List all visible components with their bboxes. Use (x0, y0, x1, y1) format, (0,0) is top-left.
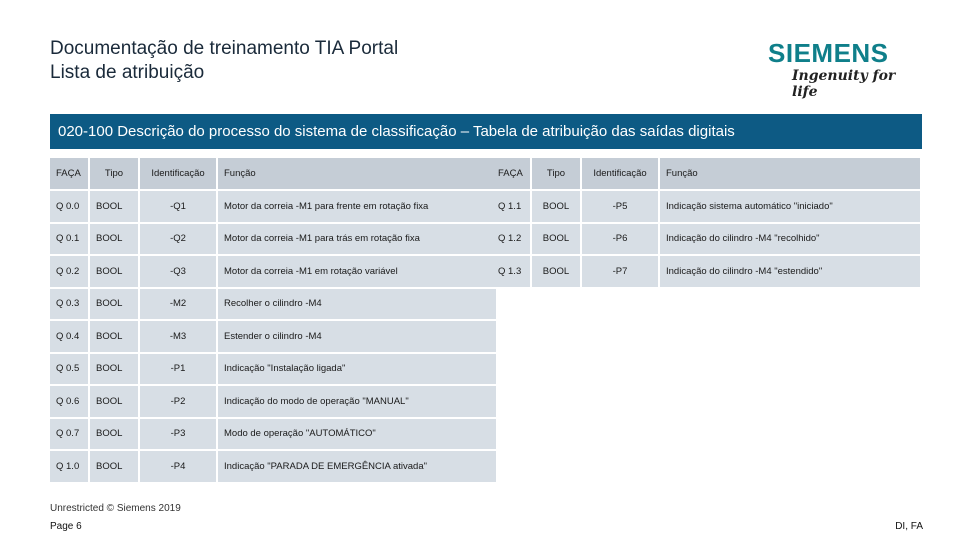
table-row (50, 321, 496, 352)
cell-identificacao: -P3 (140, 419, 216, 450)
table-row (50, 191, 496, 222)
cell-faca: Q 1.2 (492, 224, 530, 255)
cell-funcao: Modo de operação "AUTOMÁTICO" (218, 419, 496, 450)
cell-funcao: Indicação "Instalação ligada" (218, 354, 496, 385)
assignment-table-left (48, 156, 498, 484)
cell-tipo: BOOL (532, 256, 580, 287)
table-row (492, 191, 920, 222)
cell-faca: Q 0.6 (50, 386, 88, 417)
table-row (50, 354, 496, 385)
logo-tagline: Ingenuity for life (792, 68, 896, 100)
section-banner: 020-100 Descrição do processo do sistema de classificação – Tabela de atribuição das saídas digitais (50, 114, 922, 149)
cell-faca: Q 1.1 (492, 191, 530, 222)
cell-funcao: Indicação do modo de operação "MANUAL" (218, 386, 496, 417)
cell-faca: Q 0.4 (50, 321, 88, 352)
cell-identificacao: -P5 (582, 191, 658, 222)
cell-tipo: BOOL (90, 419, 138, 450)
cell-tipo: BOOL (90, 224, 138, 255)
title-line-2: Lista de atribuição (50, 62, 205, 83)
header-tipo: Tipo (532, 158, 580, 189)
table-row (50, 224, 496, 255)
cell-faca: Q 1.0 (50, 451, 88, 482)
cell-identificacao: -Q3 (140, 256, 216, 287)
table-header-row (492, 158, 920, 189)
cell-funcao: Indicação sistema automático "iniciado" (660, 191, 920, 222)
cell-identificacao: -P2 (140, 386, 216, 417)
cell-funcao: Indicação do cilindro -M4 "estendido" (660, 256, 920, 287)
cell-funcao: Estender o cilindro -M4 (218, 321, 496, 352)
cell-faca: Q 0.7 (50, 419, 88, 450)
header-faca: FAÇA (492, 158, 530, 189)
table-header-row (50, 158, 496, 189)
cell-tipo: BOOL (90, 256, 138, 287)
cell-tipo: BOOL (90, 289, 138, 320)
cell-identificacao: -M3 (140, 321, 216, 352)
table-row (50, 256, 496, 287)
footer-copyright: Unrestricted © Siemens 2019 (50, 503, 181, 514)
cell-identificacao: -P4 (140, 451, 216, 482)
header-funcao: Função (218, 158, 496, 189)
cell-tipo: BOOL (90, 354, 138, 385)
cell-tipo: BOOL (532, 224, 580, 255)
title-line-1: Documentação de treinamento TIA Portal (50, 38, 399, 59)
table-row (50, 289, 496, 320)
siemens-logo (768, 40, 918, 100)
cell-funcao: Motor da correia -M1 em rotação variável (218, 256, 496, 287)
header-faca: FAÇA (50, 158, 88, 189)
cell-funcao: Indicação "PARADA DE EMERGÊNCIA ativada" (218, 451, 496, 482)
cell-faca: Q 0.5 (50, 354, 88, 385)
cell-funcao: Motor da correia -M1 para frente em rotação fixa (218, 191, 496, 222)
header-tipo: Tipo (90, 158, 138, 189)
cell-identificacao: -P6 (582, 224, 658, 255)
footer-department: DI, FA (895, 521, 923, 532)
table-row (50, 419, 496, 450)
table-row (492, 256, 920, 287)
footer-page-number: Page 6 (50, 521, 82, 532)
cell-funcao: Indicação do cilindro -M4 "recolhido" (660, 224, 920, 255)
cell-identificacao: -P7 (582, 256, 658, 287)
cell-identificacao: -Q2 (140, 224, 216, 255)
cell-identificacao: -M2 (140, 289, 216, 320)
cell-faca: Q 0.1 (50, 224, 88, 255)
header-funcao: Função (660, 158, 920, 189)
cell-identificacao: -Q1 (140, 191, 216, 222)
header-identificacao: Identificação (582, 158, 658, 189)
header-identificacao: Identificação (140, 158, 216, 189)
cell-funcao: Motor da correia -M1 para trás em rotação fixa (218, 224, 496, 255)
cell-funcao: Recolher o cilindro -M4 (218, 289, 496, 320)
cell-faca: Q 1.3 (492, 256, 530, 287)
cell-faca: Q 0.0 (50, 191, 88, 222)
cell-faca: Q 0.3 (50, 289, 88, 320)
cell-faca: Q 0.2 (50, 256, 88, 287)
table-row (492, 224, 920, 255)
page-title (50, 37, 398, 85)
table-row (50, 386, 496, 417)
cell-tipo: BOOL (90, 451, 138, 482)
logo-wordmark: SIEMENS (768, 38, 889, 68)
table-row (50, 451, 496, 482)
cell-tipo: BOOL (90, 386, 138, 417)
assignment-table-right (490, 156, 922, 289)
cell-tipo: BOOL (532, 191, 580, 222)
cell-tipo: BOOL (90, 191, 138, 222)
cell-identificacao: -P1 (140, 354, 216, 385)
cell-tipo: BOOL (90, 321, 138, 352)
